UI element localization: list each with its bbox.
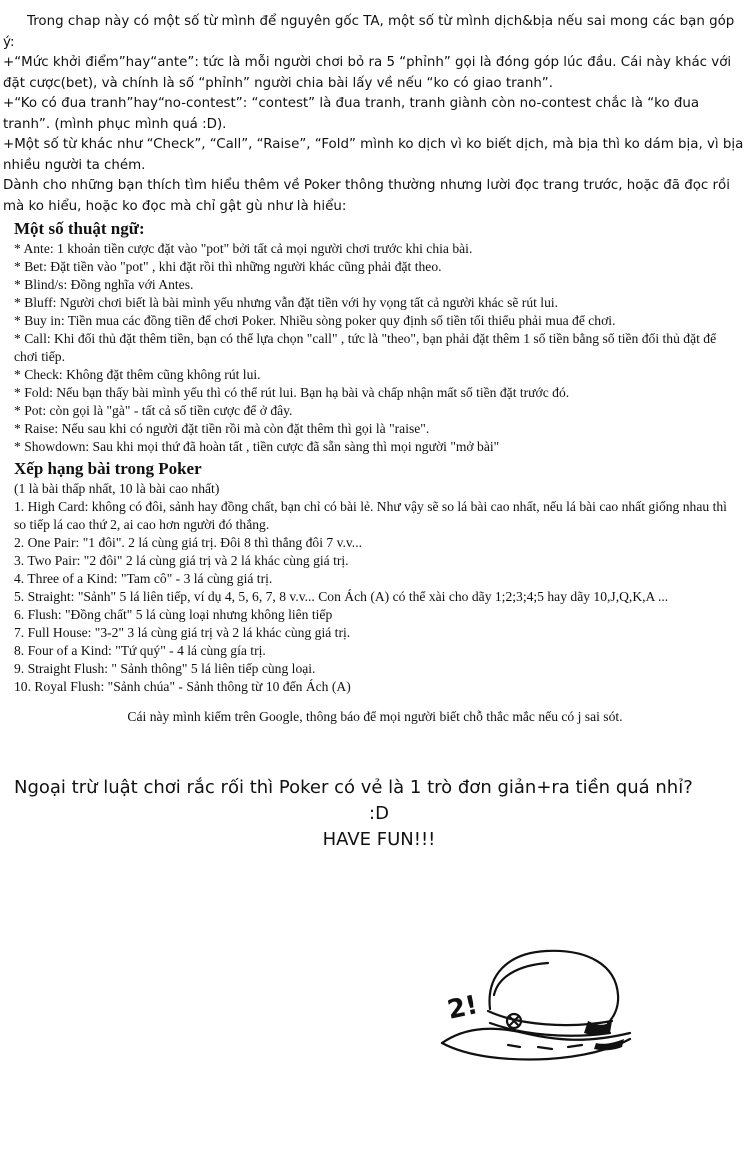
glossary-term: * Fold: Nếu bạn thấy bài mình yếu thì có thể rút lui. Bạn hạ bài và chấp nhận mất số tiền đặt trước đó. [14, 385, 570, 400]
glossary-section [14, 218, 740, 696]
hat-label: 2! [444, 990, 481, 1026]
glossary-term: * Showdown: Sau khi mọi thứ đã hoàn tất , tiền cược đã sẵn sàng thì mọi người "mở bài" [14, 439, 500, 454]
closing-remarks [14, 775, 744, 853]
glossary-term: * Bluff: Người chơi biết là bài mình yếu nhưng vẫn đặt tiền với hy vọng tất cả người khác sẽ rút lui. [14, 295, 559, 310]
glossary-title: Một số thuật ngữ: [14, 219, 145, 238]
ranking-note: (1 là bài thấp nhất, 10 là bài cao nhất) [14, 481, 220, 496]
closing-line: Ngoại trừ luật chơi rắc rối thì Poker có vẻ là 1 trò đơn giản+ra tiền quá nhỉ? [14, 777, 693, 798]
glossary-term: * Ante: 1 khoản tiền cược đặt vào "pot" bởi tất cả mọi người chơi trước khi chia bài. [14, 241, 473, 256]
ranking-item: 3. Two Pair: "2 đôi" 2 lá cùng giá trị và 2 lá khác cùng giá trị. [14, 553, 349, 568]
glossary-term: * Bet: Đặt tiền vào "pot" , khi đặt rồi thì những người khác cũng phải đặt theo. [14, 259, 442, 274]
intro-paragraph-3: +“Ko có đua tranh”hay“no-contest”: “contest” là đua tranh, tranh giành còn no-contest chắc là “ko đua tranh”. (mình phục mình quá :D). [3, 96, 700, 132]
straw-hat-drawing [428, 935, 638, 1085]
ranking-item: 7. Full House: "3-2" 3 lá cùng giá trị và 2 lá khác cùng giá trị. [14, 625, 351, 640]
glossary-term: * Call: Khi đối thủ đặt thêm tiền, bạn có thể lựa chọn "call" , tức là "theo", bạn phải đặt thêm 1 số tiền bằng số tiền đối thủ đặt để chơi tiếp. [14, 331, 717, 364]
hat-crown [490, 951, 619, 1023]
smiley-text: :D [369, 803, 389, 824]
ranking-item: 8. Four of a Kind: "Tứ quý" - 4 lá cùng gía trị. [14, 643, 266, 658]
ranking-item: 9. Straight Flush: " Sảnh thông" 5 lá liên tiếp cùng loại. [14, 661, 316, 676]
glossary-term: * Pot: còn gọi là "gà" - tất cả số tiền cược để ở đây. [14, 403, 293, 418]
glossary-term: * Buy in: Tiền mua các đồng tiền để chơi Poker. Nhiều sòng poker quy định số tiền tối thiểu phải mua để chơi. [14, 313, 616, 328]
ranking-item: 5. Straight: "Sảnh" 5 lá liên tiếp, ví dụ 4, 5, 6, 7, 8 v.v... Con Ách (A) có thể xài cho dãy 1;2;3;4;5 hay dãy 10,J,Q,K,A ... [14, 589, 669, 604]
intro-paragraph-1: Trong chap này có một số từ mình để nguyên gốc TA, một số từ mình dịch&bịa nếu sai mong các bạn góp ý: [3, 14, 735, 50]
intro-notes [3, 12, 745, 217]
ranking-item: 1. High Card: không có đôi, sảnh hay đồng chất, bạn chỉ có bài lẻ. Như vậy sẽ so lá bài cao nhất, nếu lá bài cao nhất giống nhau thì so tiếp lá cao thứ 2, ai cao hơn người đó thắng. [14, 499, 727, 532]
intro-paragraph-4: +Một số từ khác như “Check”, “Call”, “Raise”, “Fold” mình ko dịch vì ko biết dịch, mà bịa thì ko dám bịa, vì bịa nhiều người ta chém. [3, 137, 744, 173]
intro-paragraph-5: Dành cho những bạn thích tìm hiểu thêm về Poker thông thường nhưng lười đọc trang trước, hoặc đã đọc rồi mà ko hiểu, hoặc ko đọc mà chỉ gật gù như là hiểu: [3, 178, 730, 214]
intro-paragraph-2: +“Mức khởi điểm”hay“ante”: tức là mỗi người chơi bỏ ra 5 “phỉnh” gọi là đóng góp lúc đầu. Cái này khác với đặt cược(bet), và chính là số “phỉnh” người chia bài lấy về nếu “ko có giao tranh”. [3, 55, 732, 91]
source-note: Cái này mình kiếm trên Google, thông báo để mọi người biết chỗ thắc mắc nếu có j sai sót. [127, 709, 623, 724]
ranking-item: 4. Three of a Kind: "Tam cô" - 3 lá cùng giá trị. [14, 571, 273, 586]
ranking-item: 6. Flush: "Đồng chất" 5 lá cùng loại nhưng không liên tiếp [14, 607, 333, 622]
glossary-term: * Raise: Nếu sau khi có người đặt tiền rồi mà còn đặt thêm thì gọi là "raise". [14, 421, 430, 436]
ranking-title: Xếp hạng bài trong Poker [14, 459, 202, 478]
glossary-term: * Check: Không đặt thêm cũng không rút lui. [14, 367, 261, 382]
ranking-item: 2. One Pair: "1 đôi". 2 lá cùng giá trị. Đôi 8 thì thắng đôi 7 v.v... [14, 535, 363, 550]
glossary-term: * Blind/s: Đồng nghĩa với Antes. [14, 277, 194, 292]
have-fun-text: HAVE FUN!!! [322, 829, 436, 850]
ranking-item: 10. Royal Flush: "Sảnh chúa" - Sảnh thông từ 10 đến Ách (A) [14, 679, 351, 694]
